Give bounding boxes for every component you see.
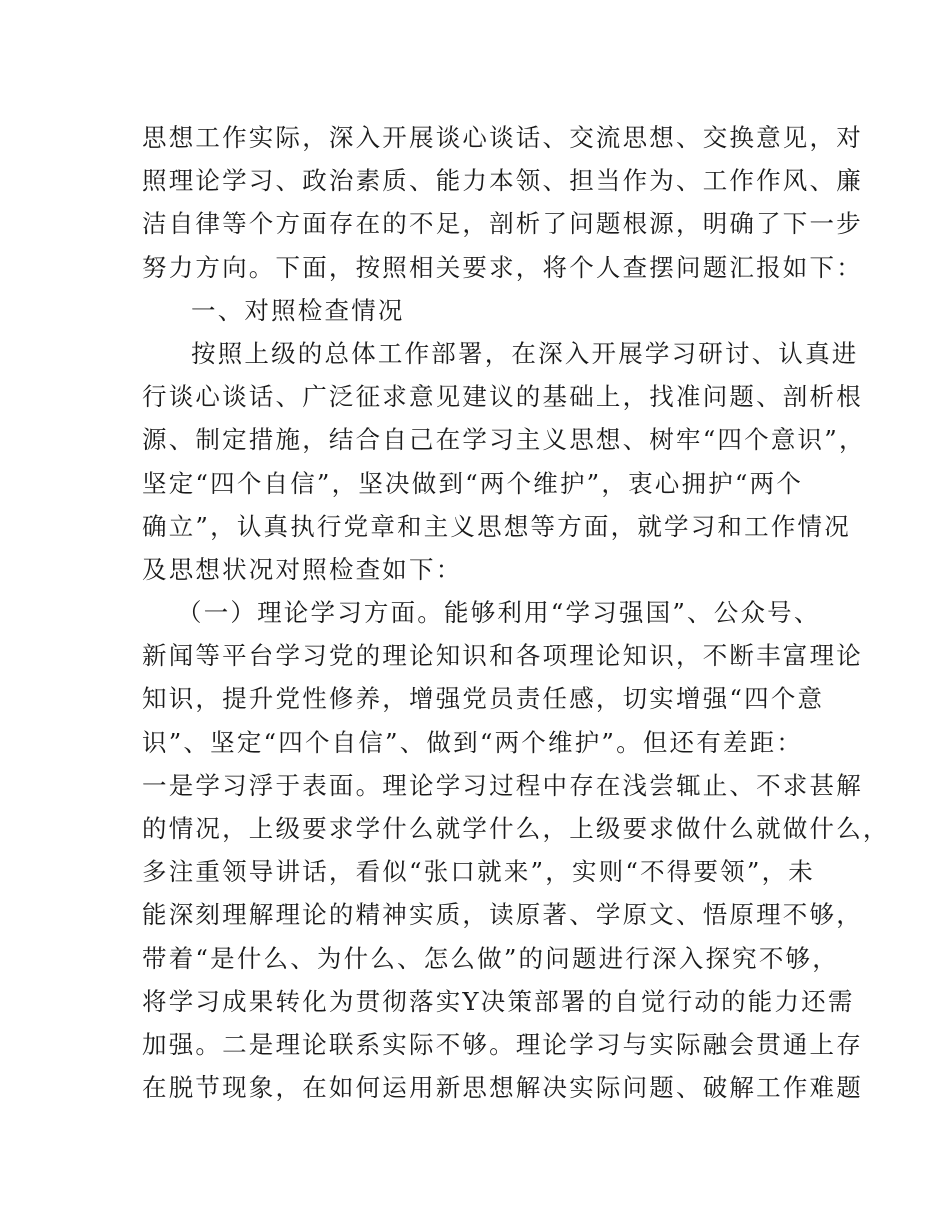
body-line: 将学习成果转化为贯彻落实Y决策部署的自觉行动的能力还需 [142, 986, 855, 1016]
body-line: 照理论学习、政治素质、能力本领、担当作为、工作作风、廉 [142, 166, 863, 196]
subsection-heading: （一）理论学习方面。能够利用“学习强国”、公众号、 [177, 598, 821, 628]
body-line: 努力方向。下面，按照相关要求，将个人查摆问题汇报如下： [142, 252, 863, 282]
body-line: 洁自律等个方面存在的不足，剖析了问题根源，明确了下一步 [142, 209, 863, 239]
body-line: 知识，提升党性修养，增强党员责任感，切实增强“四个意 [142, 684, 825, 714]
body-line: 多注重领导讲话，看似“张口就来”，实则“不得要领”，未 [142, 857, 815, 887]
body-line: 源、制定措施，结合自己在学习主义思想、树牢“四个意识”， [142, 425, 866, 455]
body-line: 按照上级的总体工作部署，在深入开展学习研讨、认真进 [191, 338, 859, 368]
body-line: 的情况，上级要求学什么就学什么，上级要求做什么就做什么， [142, 814, 890, 843]
body-line: 确立”，认真执行党章和主义思想等方面，就学习和工作情况 [142, 511, 851, 541]
body-line: 识”、坚定“四个自信”、做到“两个维护”。但还有差距： [142, 727, 804, 757]
body-line: 及思想状况对照检查如下： [142, 554, 463, 584]
body-line: 新闻等平台学习党的理论知识和各项理论知识，不断丰富理论 [142, 641, 863, 671]
body-line: 在脱节现象，在如何运用新思想解决实际问题、破解工作难题 [142, 1073, 863, 1103]
body-line: 能深刻理解理论的精神实质，读原著、学原文、悟原理不够， [142, 900, 863, 930]
body-line: 一是学习浮于表面。理论学习过程中存在浅尝辄止、不求甚解 [142, 770, 863, 800]
body-line: 思想工作实际，深入开展谈心谈话、交流思想、交换意见，对 [142, 123, 863, 152]
body-line: 带着“是什么、为什么、怎么做”的问题进行深入探究不够， [142, 943, 839, 973]
section-heading: 一、对照检查情况 [191, 295, 405, 325]
body-line: 行谈心谈话、广泛征求意见建议的基础上，找准问题、剖析根 [142, 382, 863, 412]
body-line: 加强。二是理论联系实际不够。理论学习与实际融会贯通上存 [142, 1029, 863, 1059]
document-body [142, 116, 890, 1109]
body-line: 坚定“四个自信”，坚决做到“两个维护”，衷心拥护“两个 [142, 468, 804, 498]
